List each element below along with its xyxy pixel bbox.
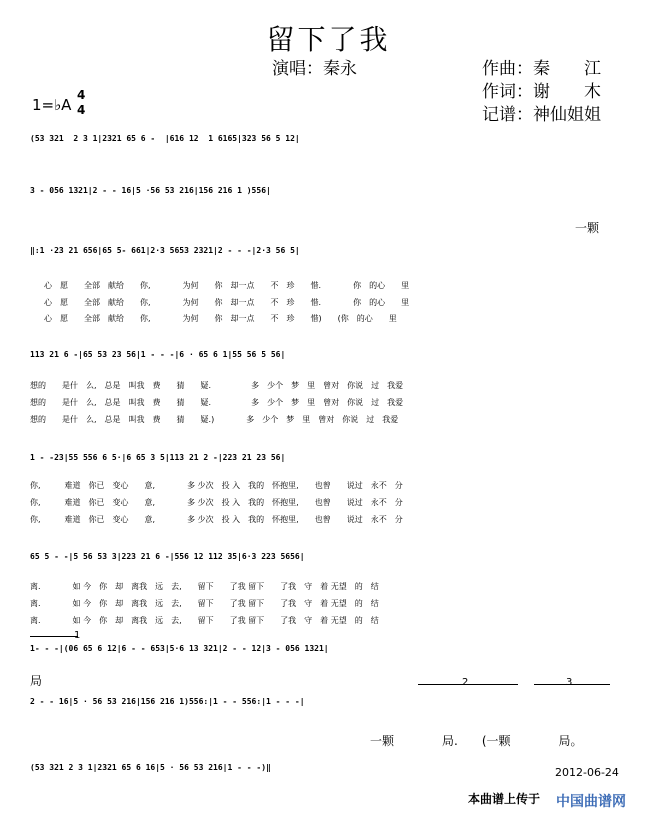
end-lyric: 局: [30, 674, 43, 688]
lyric-line: 想的 是什 么, 总是 叫我 费 猜 疑. 多 少个 梦 里 曾对 你说 过 我爱: [30, 381, 404, 390]
time-signature-bottom: 4: [77, 103, 86, 117]
date-stamp: 2012-06-24: [555, 766, 619, 779]
notation-row-8: 2 - - 16|5 · 56 53 216|156 216 1)556:|1 - - 556:|1 - - -|: [30, 697, 305, 706]
lyric-line: 你, 难道 你已 变心 意, 多 少次 投 入 我的 怀抱里, 也曾 说过 永不 分: [30, 515, 403, 524]
volta-number-3: 3: [566, 677, 573, 688]
notation-row-2: 3 - 056 1321|2 - - 16|5 ·56 53 216|156 216 1 )556|: [30, 186, 271, 195]
lyric-line: 离. 如 今 你 却 离我 远 去, 留下 了我 留下 了我 守 着 无望 的 结: [30, 599, 379, 608]
lyric-line: 想的 是什 么, 总是 叫我 费 猜 疑.) 多 少个 梦 里 曾对 你说 过 我爱: [30, 415, 399, 424]
lyric-line: 心 愿 全部 献给 你, 为何 你 却一点 不 珍 惜) (你 的心 里: [44, 314, 397, 323]
time-signature-top: 4: [77, 88, 86, 102]
volta-number-2: 2: [462, 677, 469, 688]
lyric-line: 你, 难道 你已 变心 意, 多 少次 投 入 我的 怀抱里, 也曾 说过 永不 分: [30, 481, 403, 490]
lyric-line: 离. 如 今 你 却 离我 远 去, 留下 了我 留下 了我 守 着 无望 的 结: [30, 616, 379, 625]
notation-row-4: 113 21 6 -|65 53 23 56|1 - - -|6 · 65 6 1|55 56 5 56|: [30, 350, 286, 359]
site-logo-text: 中国曲谱网: [556, 794, 626, 810]
notation-row-1: (53 321 2 3 1|2321 65 6 - |616 12 1 6165|323 56 5 12|: [30, 134, 300, 143]
lyric-line: 你, 难道 你已 变心 意, 多 少次 投 入 我的 怀抱里, 也曾 说过 永不 分: [30, 498, 403, 507]
pickup-lyric: 一颗: [575, 221, 600, 235]
notation-row-7: 1- - -|(06 65 6 12|6 - - 653|5·6 13 321|2 - - 12|3 - 056 1321|: [30, 644, 329, 653]
volta-number-1: 1: [74, 630, 81, 641]
notation-row-9: (53 321 2 3 1|2321 65 6 16|5 · 56 53 216|1 - - -)‖: [30, 763, 271, 772]
composer-credit: 作曲：秦 江: [482, 59, 601, 79]
notation-row-6: 65 5 - -|5 56 53 3|223 21 6 -|556 12 112 35|6·3 223 5656|: [30, 552, 305, 561]
key-signature: 1=♭A: [32, 96, 72, 114]
lyric-line: 离. 如 今 你 却 离我 远 去, 留下 了我 留下 了我 守 着 无望 的 结: [30, 582, 379, 591]
notation-row-5: 1 - -23|55 556 6 5·|6 65 3 5|113 21 2 -|223 21 23 56|: [30, 453, 286, 462]
song-title: 留下了我: [266, 23, 391, 56]
lyric-line: 想的 是什 么, 总是 叫我 费 猜 疑. 多 少个 梦 里 曾对 你说 过 我爱: [30, 398, 404, 407]
singer-credit: 演唱：秦永: [272, 59, 357, 79]
transcriber-credit: 记谱：神仙姐姐: [482, 105, 601, 125]
lyric-line: 心 愿 全部 献给 你, 为何 你 却一点 不 珍 惜. 你 的心 里: [44, 298, 410, 307]
notation-row-3: ‖:1 ·23 21 656|65 5- 661|2·3 5653 2321|2 - - -|2·3 56 5|: [30, 246, 300, 255]
lyricist-credit: 作词：谢 木: [482, 82, 601, 102]
row8-lyric: 一颗 局. (一颗 局。: [370, 734, 583, 748]
site-logo: [556, 791, 626, 811]
volta-bracket: [30, 636, 78, 637]
lyric-line: 心 愿 全部 献给 你, 为何 你 却一点 不 珍 惜. 你 的心 里: [44, 281, 410, 290]
upload-credit: 本曲谱上传于: [468, 792, 541, 806]
